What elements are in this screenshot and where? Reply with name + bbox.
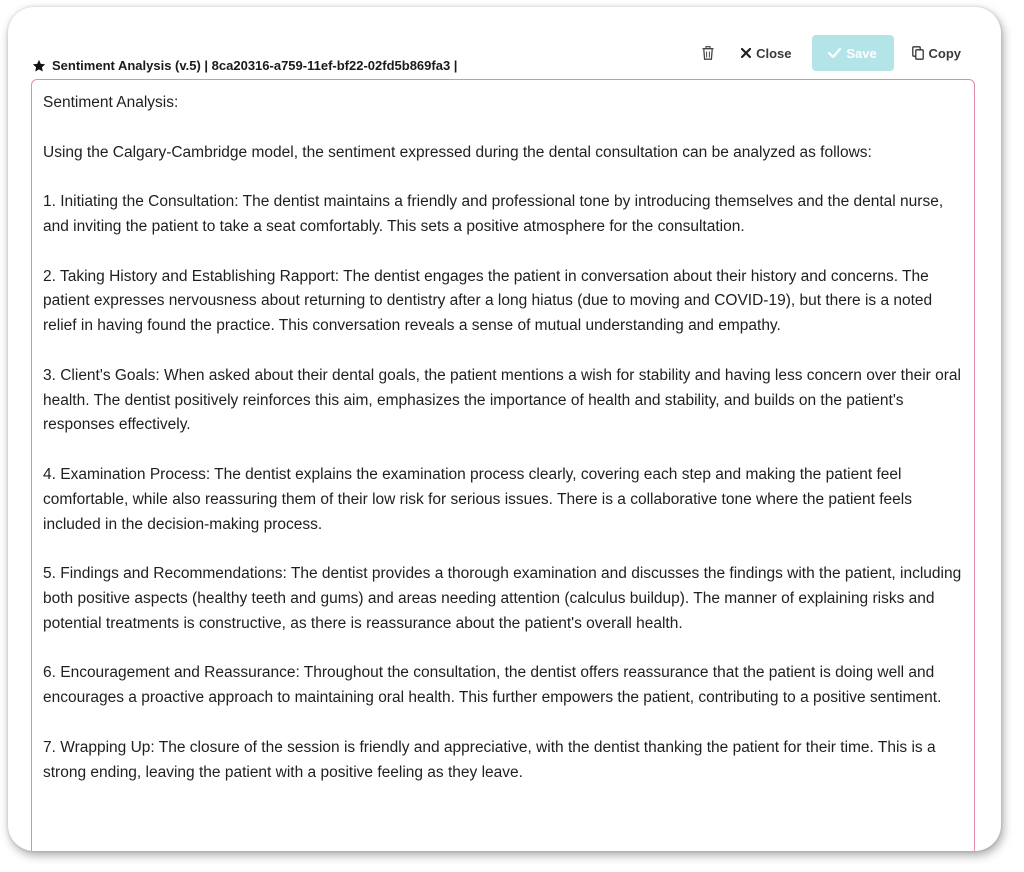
document-title-row (32, 58, 457, 73)
document-title: Sentiment Analysis (v.5) | 8ca20316-a759-11ef-bf22-02fd5b869fa3 | (52, 58, 458, 73)
editor-paragraph: 6. Encouragement and Reassurance: Throughout the consultation, the dentist offers reassurance that the patient is doing well and encourages a proactive approach to maintaining oral health. This further empowers the patient, contributing to a positive sentiment. (43, 664, 942, 707)
editor-paragraph: 3. Client's Goals: When asked about their dental goals, the patient mentions a wish for stability and having less concern over their oral health. The dentist positively reinforces this aim, emphasizes the importance of health and stability, and builds on the patient's responses effectively. (43, 366, 961, 434)
check-icon (828, 48, 841, 58)
editor-paragraph: 1. Initiating the Consultation: The dentist maintains a friendly and professional tone by introducing themselves and the dental nurse, and inviting the patient to take a seat comfortably. This sets a positive atmosphere for the consultation. (43, 193, 944, 235)
sentiment-analysis-panel (8, 7, 1001, 851)
save-label: Save (846, 45, 877, 61)
close-icon (741, 48, 751, 58)
editor-paragraph: 2. Taking History and Establishing Rapport: The dentist engages the patient in conversation about their history and concerns. The patient expresses nervousness about returning to dentistry after a long hiatus (due to moving and COVID-19), but there is a noted relief in having found the practice. This conversation reveals a sense of mutual understanding and empathy. (43, 267, 933, 335)
trash-icon (702, 46, 714, 60)
editor-paragraph: Sentiment Analysis: (43, 94, 179, 111)
editor-paragraph: 5. Findings and Recommendations: The dentist provides a thorough examination and discusses the findings with the patient, including both positive aspects (healthy teeth and gums) and areas needing attention (calculus buildup). The manner of explaining risks and potential treatments is constructive, as there is reassurance about the patient's overall health. (43, 565, 962, 632)
editor-paragraph: Using the Calgary-Cambridge model, the sentiment expressed during the dental consultation can be analyzed as follows: (43, 143, 872, 161)
save-button[interactable] (812, 35, 894, 71)
copy-icon (912, 46, 924, 60)
toolbar (693, 35, 969, 71)
editor-paragraph: 7. Wrapping Up: The closure of the session is friendly and appreciative, with the dentist thanking the patient for their time. This is a strong ending, leaving the patient with a positive feeling as they leave. (43, 738, 936, 781)
close-button[interactable] (733, 35, 799, 71)
star-icon (32, 59, 46, 73)
sentiment-text-editor[interactable] (31, 79, 975, 851)
close-label: Close (756, 45, 792, 61)
copy-label: Copy (928, 45, 961, 61)
editor-paragraph: 4. Examination Process: The dentist explains the examination process clearly, covering each step and making the patient feel comfortable, while also reassuring them of their low risk for serious issues. There is a collaborative tone where the patient feels included in the decision-making process. (43, 465, 912, 533)
delete-button[interactable] (693, 35, 723, 71)
copy-button[interactable] (904, 35, 970, 71)
